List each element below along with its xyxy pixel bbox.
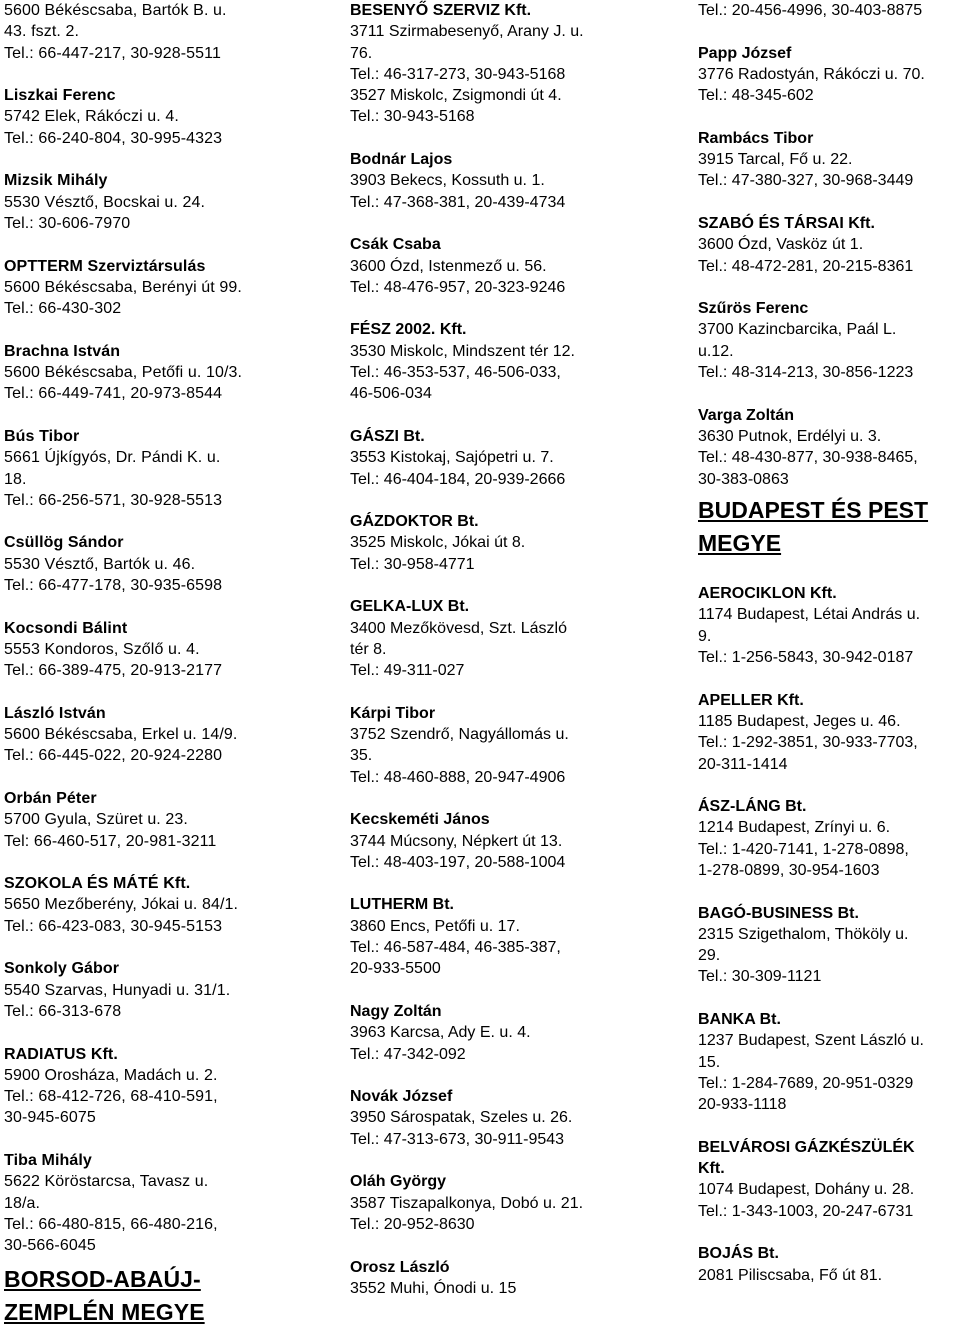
entry-name: ÁSZ-LÁNG Bt. xyxy=(698,798,807,816)
entry-name: Rambács Tibor xyxy=(698,129,814,147)
entry-detail-line: Tel.: 47-313-673, 30-911-9543 xyxy=(350,1130,565,1148)
entry-detail-line: 5742 Elek, Rákóczi u. 4. xyxy=(4,108,179,126)
entry-name: BOJÁS Bt. xyxy=(698,1245,779,1263)
entry-spacer xyxy=(350,128,680,149)
entry-detail-line: Tel.: 30-309-1121 xyxy=(698,968,822,986)
entry-detail-line: 5530 Vésztő, Bocskai u. 24. xyxy=(4,193,206,211)
entry-detail-line: Tel.: 66-256-571, 30-928-5513 xyxy=(4,491,223,509)
entry-name: BELVÁROSI GÁZKÉSZÜLÉK xyxy=(698,1138,915,1156)
entry-spacer xyxy=(698,775,960,796)
entry-detail-line: 3400 Mezőkövesd, Szt. László xyxy=(350,619,568,637)
entry-spacer xyxy=(4,149,334,170)
entry-detail-line: Tel.: 46-587-484, 46-385-387, xyxy=(350,939,561,957)
entry-detail-line: Tel.: 1-284-7689, 20-951-0329 xyxy=(698,1074,914,1092)
entry-detail-line: Tel.: 48-403-197, 20-588-1004 xyxy=(350,853,566,871)
entry-detail-line: 5622 Köröstarcsa, Tavasz u. xyxy=(4,1173,209,1191)
entry-detail-line: Tel.: 66-240-804, 30-995-4323 xyxy=(4,129,223,147)
entry-detail-line: 3776 Radostyán, Rákóczi u. 70. xyxy=(698,65,925,83)
entry-detail-line: 46-506-034 xyxy=(350,385,432,403)
entry-name: Orbán Péter xyxy=(4,789,97,807)
entry-detail-line: 5700 Gyula, Szüret u. 23. xyxy=(4,811,188,829)
entry-detail-line: 5600 Békéscsaba, Erkel u. 14/9. xyxy=(4,726,238,744)
entry-detail-line: 3600 Ózd, Vasköz út 1. xyxy=(698,236,864,254)
entry-detail-line: 3915 Tarcal, Fő u. 22. xyxy=(698,151,853,169)
entry-spacer xyxy=(698,1116,960,1137)
entry-name: Orosz László xyxy=(350,1258,450,1276)
entry-detail-line: 3527 Miskolc, Zsigmondi út 4. xyxy=(350,87,562,105)
entry-detail-line: 1174 Budapest, Létai András u. xyxy=(698,606,921,624)
entry-name: Tiba Mihály xyxy=(4,1152,92,1170)
entry-detail-line: Tel.: 48-472-281, 20-215-8361 xyxy=(698,257,914,275)
entry-spacer xyxy=(4,319,334,340)
entry-detail-line: Tel.: 66-430-302 xyxy=(4,300,122,318)
entry-name: FÉSZ 2002. Kft. xyxy=(350,321,467,339)
entry-spacer xyxy=(4,1129,334,1150)
entry-name: Csák Csaba xyxy=(350,236,441,254)
region-heading: MEGYE xyxy=(698,529,782,556)
entry-spacer xyxy=(350,298,680,319)
entry-detail-line: Tel.: 48-430-877, 30-938-8465, xyxy=(698,449,918,467)
entry-detail-line: 1214 Budapest, Zrínyi u. 6. xyxy=(698,819,891,837)
entry-detail-line: 3525 Miskolc, Jókai út 8. xyxy=(350,534,526,552)
entry-detail-line: Tel.: 30-958-4771 xyxy=(350,555,475,573)
entry-detail-line: Tel.: 66-313-678 xyxy=(4,1002,122,1020)
entry-detail-line: 3630 Putnok, Erdélyi u. 3. xyxy=(698,427,882,445)
entry-name: AEROCIKLON Kft. xyxy=(698,585,837,603)
entry-detail-line: Tel.: 48-476-957, 20-323-9246 xyxy=(350,278,566,296)
entry-detail-line: Tel.: 49-311-027 xyxy=(350,662,465,680)
entry-spacer xyxy=(698,562,960,583)
entry-spacer xyxy=(350,682,680,703)
entry-detail-line: Tel.: 48-345-602 xyxy=(698,87,814,105)
entry-spacer xyxy=(4,64,334,85)
region-heading: BORSOD-ABAÚJ- xyxy=(4,1265,201,1292)
entry-detail-line: Tel.: 66-477-178, 30-935-6598 xyxy=(4,577,223,595)
entry-detail-line: Tel.: 47-368-381, 20-439-4734 xyxy=(350,193,566,211)
entry-detail-line: 1185 Budapest, Jeges u. 46. xyxy=(698,712,901,730)
entry-name: BESENYŐ SZERVIZ Kft. xyxy=(350,2,532,19)
entry-spacer xyxy=(698,192,960,213)
entry-detail-line: Tel.: 66-447-217, 30-928-5511 xyxy=(4,44,221,62)
entry-detail-line: 30-383-0863 xyxy=(698,470,789,488)
entry-name: Liszkai Ferenc xyxy=(4,87,116,105)
entry-name: LUTHERM Bt. xyxy=(350,896,454,914)
region-heading: BUDAPEST ÉS PEST xyxy=(698,496,929,523)
entry-spacer xyxy=(350,405,680,426)
entry-detail-line: 3553 Kistokaj, Sajópetri u. 7. xyxy=(350,449,554,467)
entry-detail-line: Tel.: 47-380-327, 30-968-3449 xyxy=(698,172,914,190)
entry-detail-line: Tel.: 66-389-475, 20-913-2177 xyxy=(4,662,223,680)
entry-detail-line: 18. xyxy=(4,470,27,488)
entry-detail-line: 5600 Békéscsaba, Berényi út 99. xyxy=(4,278,242,296)
entry-spacer xyxy=(4,937,334,958)
entry-name: GÁSZI Bt. xyxy=(350,427,425,445)
entry-spacer xyxy=(350,1150,680,1171)
entry-name: Kecskeméti János xyxy=(350,811,490,829)
entry-detail-line: 30-945-6075 xyxy=(4,1109,96,1127)
entry-detail-line: Tel.: 20-952-8630 xyxy=(350,1215,475,1233)
entry-detail-line: 5530 Vésztő, Bartók u. 46. xyxy=(4,555,196,573)
entry-spacer xyxy=(4,596,334,617)
entry-detail-line: Tel.: 47-342-092 xyxy=(350,1045,466,1063)
entry-name: BAGÓ-BUSINESS Bt. xyxy=(698,904,859,922)
entry-spacer xyxy=(350,788,680,809)
region-heading: ZEMPLÉN MEGYE xyxy=(4,1298,205,1325)
entry-spacer xyxy=(4,405,334,426)
entry-name: Bodnár Lajos xyxy=(350,151,453,169)
entry-detail-line: 5661 Újkígyós, Dr. Pándi K. u. xyxy=(4,449,221,467)
entry-name: Szűrös Ferenc xyxy=(698,300,809,318)
column-3 xyxy=(698,0,960,1286)
entry-name: Varga Zoltán xyxy=(698,406,795,424)
entry-spacer xyxy=(698,21,960,42)
entry-spacer xyxy=(4,234,334,255)
entry-detail-line: 3744 Múcsony, Népkert út 13. xyxy=(350,832,563,850)
entry-spacer xyxy=(698,988,960,1009)
entry-detail-line: 1074 Budapest, Dohány u. 28. xyxy=(698,1181,915,1199)
entry-detail-line: Tel.: 1-343-1003, 20-247-6731 xyxy=(698,1202,914,1220)
entry-name: Brachna István xyxy=(4,342,121,360)
entry-detail-line: 5600 Békéscsaba, Petőfi u. 10/3. xyxy=(4,364,243,382)
entry-detail-line: 3600 Ózd, Istenmező u. 56. xyxy=(350,257,547,275)
entry-detail-line: 9. xyxy=(698,627,712,645)
entry-name: OPTTERM Szerviztársulás xyxy=(4,257,206,275)
entry-detail-line: u.12. xyxy=(698,342,734,360)
entry-detail-line: Tel.: 30-943-5168 xyxy=(350,108,475,126)
entry-detail-line: 3700 Kazincbarcika, Paál L. xyxy=(698,321,897,339)
entry-spacer xyxy=(4,767,334,788)
entry-name: Sonkoly Gábor xyxy=(4,960,120,978)
entry-name: Kárpi Tibor xyxy=(350,704,436,722)
entry-name: Oláh György xyxy=(350,1173,447,1191)
entry-detail-line: Tel.: 1-256-5843, 30-942-0187 xyxy=(698,649,914,667)
entry-detail-line: 3963 Karcsa, Ady E. u. 4. xyxy=(350,1024,531,1042)
entry-detail-line: Tel.: 46-404-184, 20-939-2666 xyxy=(350,470,566,488)
entry-detail-line: 3950 Sárospatak, Szeles u. 26. xyxy=(350,1109,573,1127)
entry-detail-line: Tel: 66-460-517, 20-981-3211 xyxy=(4,832,217,850)
entry-name: GÁZDOKTOR Bt. xyxy=(350,513,479,531)
entry-detail-line: 5553 Kondoros, Szőlő u. 4. xyxy=(4,640,200,658)
entry-detail-line: 5600 Békéscsaba, Bartók B. u. xyxy=(4,2,227,19)
entry-name: Kft. xyxy=(698,1160,725,1178)
entry-name: APELLER Kft. xyxy=(698,691,804,709)
entry-detail-line: 20-933-5500 xyxy=(350,960,441,978)
entry-detail-line: Tel.: 66-445-022, 20-924-2280 xyxy=(4,747,223,765)
entry-spacer xyxy=(350,1065,680,1086)
entry-detail-line: 2315 Szigethalom, Thököly u. xyxy=(698,925,909,943)
entry-spacer xyxy=(698,106,960,127)
entry-detail-line: 15. xyxy=(698,1053,721,1071)
entry-name: BANKA Bt. xyxy=(698,1011,781,1029)
entry-detail-line: 3860 Encs, Petőfi u. 17. xyxy=(350,917,520,935)
entry-name: Mizsik Mihály xyxy=(4,172,108,190)
entry-spacer xyxy=(698,383,960,404)
entry-spacer xyxy=(4,852,334,873)
column-2 xyxy=(350,0,680,1299)
entry-detail-line: Tel.: 66-480-815, 66-480-216, xyxy=(4,1215,218,1233)
entry-detail-line: 5650 Mezőberény, Jókai u. 84/1. xyxy=(4,896,239,914)
entry-detail-line: Tel.: 66-449-741, 20-973-8544 xyxy=(4,385,223,403)
entry-detail-line: 3530 Miskolc, Mindszent tér 12. xyxy=(350,342,575,360)
entry-spacer xyxy=(350,873,680,894)
entry-spacer xyxy=(350,980,680,1001)
entry-detail-line: 3711 Szirmabesenyő, Arany J. u. xyxy=(350,23,584,41)
entry-detail-line: Tel.: 48-460-888, 20-947-4906 xyxy=(350,768,566,786)
entry-name: Bús Tibor xyxy=(4,427,80,445)
entry-detail-line: 20-933-1118 xyxy=(698,1096,787,1114)
entry-name: Csüllög Sándor xyxy=(4,534,124,552)
entry-name: GELKA-LUX Bt. xyxy=(350,598,470,616)
entry-spacer xyxy=(350,213,680,234)
entry-detail-line: 3752 Szendrő, Nagyállomás u. xyxy=(350,726,569,744)
entry-detail-line: 1-278-0899, 30-954-1603 xyxy=(698,861,880,879)
entry-detail-line: 1237 Budapest, Szent László u. xyxy=(698,1032,924,1050)
entry-detail-line: Tel.: 68-412-726, 68-410-591, xyxy=(4,1088,218,1106)
entry-detail-line: 3587 Tiszapalkonya, Dobó u. 21. xyxy=(350,1194,584,1212)
entry-name: SZOKOLA ÉS MÁTÉ Kft. xyxy=(4,875,191,893)
entry-detail-line: 29. xyxy=(698,947,721,965)
entry-spacer xyxy=(350,490,680,511)
entry-name: SZABÓ ÉS TÁRSAI Kft. xyxy=(698,214,875,232)
entry-detail-line: Tel.: 20-456-4996, 30-403-8875 xyxy=(698,2,923,19)
entry-detail-line: 20-311-1414 xyxy=(698,755,788,773)
entry-detail-line: tér 8. xyxy=(350,640,387,658)
entry-detail-line: 76. xyxy=(350,44,373,62)
entry-spacer xyxy=(698,881,960,902)
entry-name: RADIATUS Kft. xyxy=(4,1045,118,1063)
entry-spacer xyxy=(4,1022,334,1043)
entry-detail-line: 43. fszt. 2. xyxy=(4,23,80,41)
column-1 xyxy=(4,0,334,1331)
entry-detail-line: 3903 Bekecs, Kossuth u. 1. xyxy=(350,172,545,190)
entry-detail-line: Tel.: 1-420-7141, 1-278-0898, xyxy=(698,840,909,858)
entry-detail-line: 5900 Orosháza, Madách u. 2. xyxy=(4,1066,218,1084)
entry-detail-line: 5540 Szarvas, Hunyadi u. 31/1. xyxy=(4,981,231,999)
entry-detail-line: 30-566-6045 xyxy=(4,1237,96,1255)
entry-name: Novák József xyxy=(350,1088,453,1106)
entry-detail-line: Tel.: 30-606-7970 xyxy=(4,214,131,232)
entry-detail-line: 3552 Muhi, Ónodi u. 15 xyxy=(350,1279,517,1297)
entry-detail-line: 35. xyxy=(350,747,373,765)
entry-spacer xyxy=(350,575,680,596)
entry-detail-line: Tel.: 46-317-273, 30-943-5168 xyxy=(350,65,566,83)
entry-spacer xyxy=(4,511,334,532)
entry-detail-line: Tel.: 1-292-3851, 30-933-7703, xyxy=(698,734,918,752)
entry-spacer xyxy=(350,1235,680,1256)
entry-spacer xyxy=(698,668,960,689)
entry-detail-line: 18/a. xyxy=(4,1194,41,1212)
entry-detail-line: Tel.: 46-353-537, 46-506-033, xyxy=(350,364,561,382)
entry-detail-line: Tel.: 66-423-083, 30-945-5153 xyxy=(4,917,223,935)
entry-spacer xyxy=(4,682,334,703)
entry-name: László István xyxy=(4,704,106,722)
entry-name: Nagy Zoltán xyxy=(350,1002,442,1020)
entry-spacer xyxy=(698,277,960,298)
entry-name: Kocsondi Bálint xyxy=(4,619,128,637)
entry-detail-line: 2081 Piliscsaba, Fő út 81. xyxy=(698,1266,883,1284)
entry-name: Papp József xyxy=(698,44,792,62)
entry-spacer xyxy=(698,1222,960,1243)
entry-detail-line: Tel.: 48-314-213, 30-856-1223 xyxy=(698,364,914,382)
